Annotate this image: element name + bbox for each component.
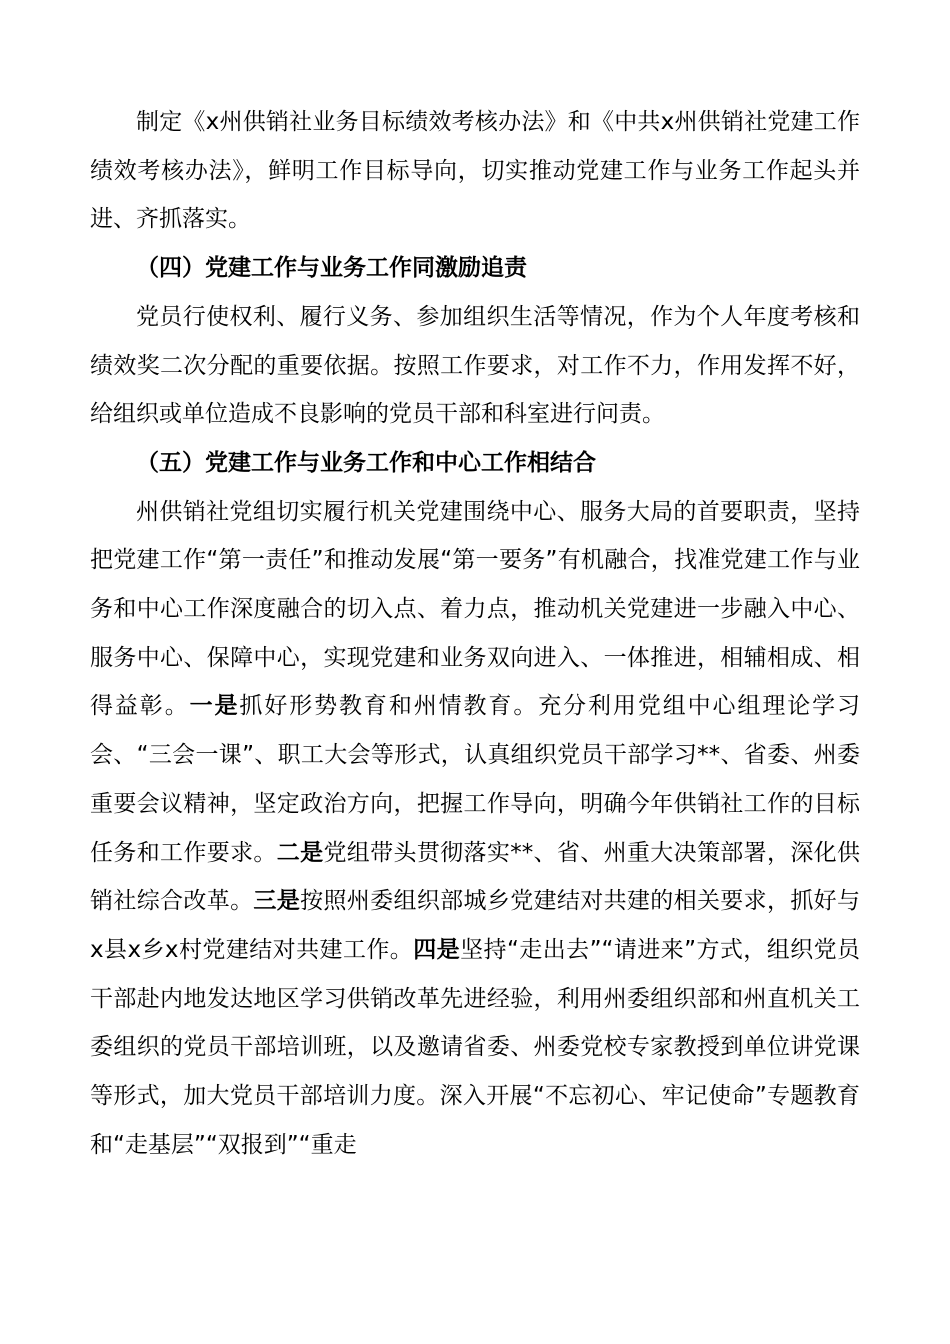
item-marker-1: 一是 <box>189 693 240 720</box>
paragraph-text: 按照州委组织部城乡党建结对共建的相关要求，抓好与x县x乡x村党建结对共建工作。 <box>90 888 860 963</box>
item-marker-3: 三是 <box>253 888 301 915</box>
paragraph-text: 坚持“走出去”“请进来”方式，组织党员干部赴内地发达地区学习供销改革先进经验，利用州委组织部和州直机关工委组织的党员干部培训班，以及邀请省委、州委党校专家教授到单位讲党课等形式，加大党员干部培训力度。深入开展“不忘初心、牢记使命”专题教育和“走基层”“双报到”“重走 <box>90 936 860 1158</box>
document-page <box>90 98 860 1169</box>
paragraph-text: 州供销社党组切实履行机关党建围绕中心、服务大局的首要职责，坚持把党建工作“第一责任”和推动发展“第一要务”有机融合，找准党建工作与业务和中心工作深度融合的切入点、着力点，推动机关党建进一步融入中心、服务中心、保障中心，实现党建和业务双向进入、一体推进，相辅相成、相得益彰。 <box>90 498 860 720</box>
paragraph-text: 抓好形势教育和州情教育。充分利用党组中心组理论学习会、“三会一课”、职工大会等形式，认真组织党员干部学习**、省委、州委重要会议精神，坚定政治方向，把握工作导向，明确今年供销社工作的目标任务和工作要求。 <box>90 693 861 866</box>
paragraph-assessment-methods: 制定《x州供销社业务目标绩效考核办法》和《中共x州供销社党建工作绩效考核办法》，鲜明工作目标导向，切实推动党建工作与业务工作起头并进、齐抓落实。 <box>90 109 860 233</box>
paragraph-text: 党组带头贯彻落实**、省、州重大决策部署，深化供销社综合改革。 <box>90 839 860 915</box>
section-heading-5: （五）党建工作与业务工作和中心工作相结合 <box>136 449 596 476</box>
item-marker-2: 二是 <box>276 839 324 866</box>
section-heading-4: （四）党建工作与业务工作同激励追责 <box>136 255 527 282</box>
paragraph-integration <box>90 488 860 1170</box>
item-marker-4: 四是 <box>413 936 461 963</box>
paragraph-incentive-accountability: 党员行使权利、履行义务、参加组织生活等情况，作为个人年度考核和绩效奖二次分配的重要依据。按照工作要求，对工作不力，作用发挥不好，给组织或单位造成不良影响的党员干部和科室进行问责。 <box>90 303 860 428</box>
